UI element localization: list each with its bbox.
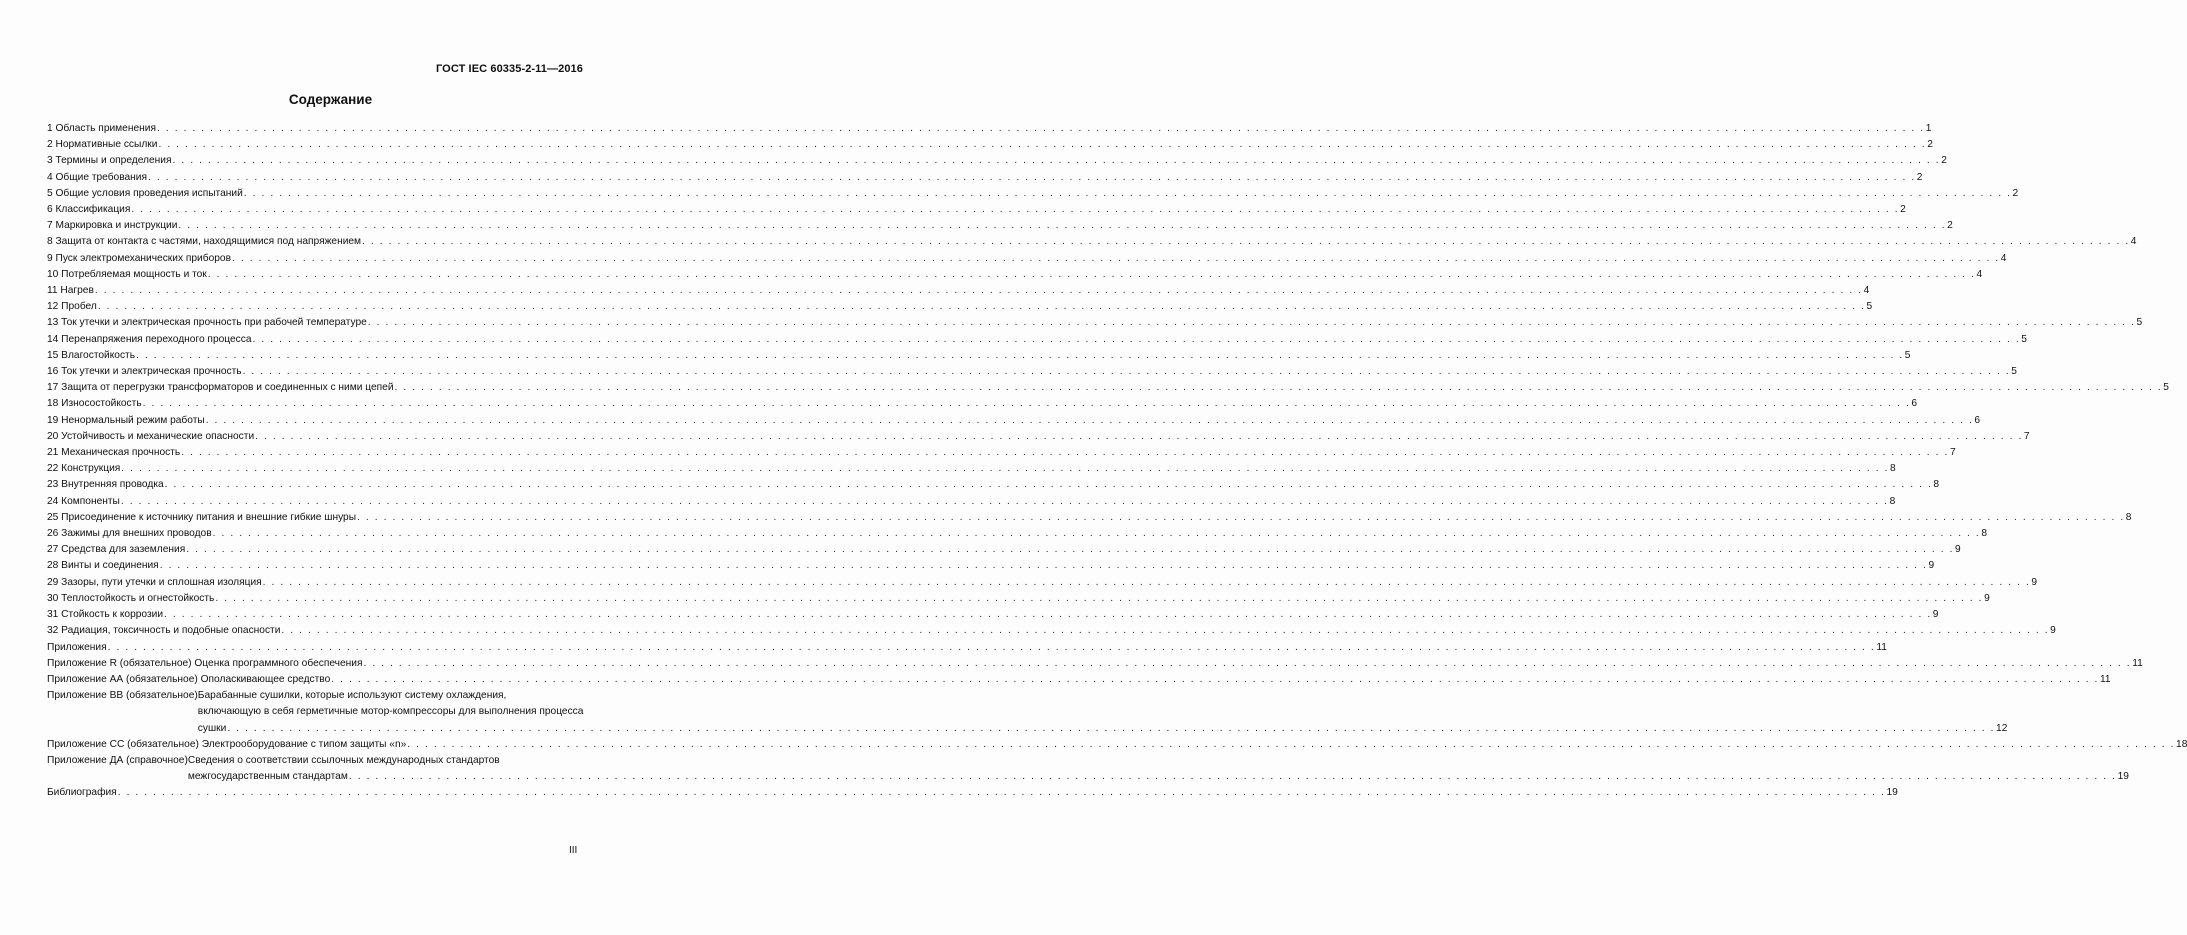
toc-entry-line: сушки (197, 722, 227, 734)
dot-leader: . . . . . . . . . . . . . . . . . . . . . . . . . . . . . . . . . . . . . . . . . . . . . . . . . . . . . . . . . . . . . . . . . . . . . . . . . . . . . . . . . . . . . . . . . . . . . . . . . . . . . . . . . . . . . . . . . . . . . . . . . . . . . . . . . . . . . . . . . . . . . . . . . . . . . . . . . . . . . . . . . . . . . . . . . . . . . . . . . . . . . . . . . . . . . . . . . . . . . . . . (227, 722, 1996, 734)
dot-leader: . . . . . . . . . . . . . . . . . . . . . . . . . . . . . . . . . . . . . . . . . . . . . . . . . . . . . . . . . . . . . . . . . . . . . . . . . . . . . . . . . . . . . . . . . . . . . . . . . . . . . . . . . . . . . . . . . . . . . . . . . . . . . . . . . . . . . . . . . . . . . . . . . . . . . . . . . . . . . . . . . . . . . . . . . . . . . . . . . . . . . . . . . . . . . . . . . . . . . . . . (158, 139, 1927, 151)
toc-entry[interactable] (47, 251, 2007, 267)
toc-entry[interactable] (47, 234, 2137, 250)
toc-entry-page: 11 (1876, 641, 1887, 653)
toc-entry-title: 19 Ненормальный режим работы (47, 414, 205, 426)
toc-entry[interactable] (47, 737, 2187, 753)
dot-leader: . . . . . . . . . . . . . . . . . . . . . . . . . . . . . . . . . . . . . . . . . . . . . . . . . . . . . . . . . . . . . . . . . . . . . . . . . . . . . . . . . . . . . . . . . . . . . . . . . . . . . . . . . . . . . . . . . . . . . . . . . . . . . . . . . . . . . . . . . . . . . . . . . . . . . . . . . . . . . . . . . . . . . . . . . . . . . . . . . . . . . . . . . . . . . . . . . . . . . . . . (172, 155, 1941, 167)
toc-entry[interactable] (47, 640, 1887, 656)
toc-entry-page: 2 (1927, 139, 1933, 151)
toc-entry-title: 25 Присоединение к источнику питания и внешние гибкие шнуры (47, 511, 357, 523)
toc-entry-page: 7 (1949, 447, 1956, 459)
toc-entry-title: Библиография (47, 787, 117, 799)
toc-entry-title: Приложение АА (обязательное) Ополаскивающее средство (47, 673, 331, 685)
toc-entry-title: 22 Конструкция (47, 463, 121, 475)
dot-leader: . . . . . . . . . . . . . . . . . . . . . . . . . . . . . . . . . . . . . . . . . . . . . . . . . . . . . . . . . . . . . . . . . . . . . . . . . . . . . . . . . . . . . . . . . . . . . . . . . . . . . . . . . . . . . . . . . . . . . . . . . . . . . . . . . . . . . . . . . . . . . . . . . . . . . . . . . . . . . . . . . . . . . . . . . . . . . . . . . . . . . . . . . . . . . . . . . . . . . . . . (164, 609, 1932, 621)
toc-entry[interactable] (47, 186, 2019, 202)
toc-entry-page: 4 (2130, 236, 2137, 248)
dot-leader: . . . . . . . . . . . . . . . . . . . . . . . . . . . . . . . . . . . . . . . . . . . . . . . . . . . . . . . . . . . . . . . . . . . . . . . . . . . . . . . . . . . . . . . . . . . . . . . . . . . . . . . . . . . . . . . . . . . . . . . . . . . . . . . . . . . . . . . . . . . . . . . . . . . . . . . . . . . . . . . . . . . . . . . . . . . . . . . . . . . . . . . . . . . . . . . . . . . . . . . . (243, 187, 2012, 199)
toc-entry-page: 9 (1955, 544, 1961, 556)
toc-entry-title: 13 Ток утечки и электрическая прочность при рабочей температуре (47, 317, 367, 329)
toc-entry[interactable] (47, 542, 1961, 558)
toc-entry-page: 9 (1984, 592, 1990, 604)
toc-entry[interactable] (47, 299, 1873, 315)
toc-entry-page: 5 (2011, 366, 2017, 378)
dot-leader: . . . . . . . . . . . . . . . . . . . . . . . . . . . . . . . . . . . . . . . . . . . . . . . . . . . . . . . . . . . . . . . . . . . . . . . . . . . . . . . . . . . . . . . . . . . . . . . . . . . . . . . . . . . . . . . . . . . . . . . . . . . . . . . . . . . . . . . . . . . . . . . . . . . . . . . . . . . . . . . . . . . . . . . . . . . . . . . . . . . . . . . . . . . . . . . . . . . . . . . . (94, 285, 1863, 297)
toc-entry-title: 28 Винты и соединения (47, 560, 159, 572)
toc-entry-page: 11 (2132, 657, 2143, 669)
page-number: III (569, 845, 578, 856)
toc-entry-title: 12 Пробел (47, 301, 97, 313)
toc-entry-line: Барабанные сушилки, которые используют систему охлаждения, (197, 690, 507, 702)
toc-entry-page: 1 (1925, 123, 1932, 134)
toc-entry[interactable] (47, 591, 1990, 607)
toc-entry-page: 4 (2000, 252, 2007, 264)
toc-entry-title: 16 Ток утечки и электрическая прочность (47, 366, 242, 378)
toc-entry[interactable] (47, 623, 2056, 639)
toc-entry-page: 5 (2163, 382, 2169, 394)
dot-leader: . . . . . . . . . . . . . . . . . . . . . . . . . . . . . . . . . . . . . . . . . . . . . . . . . . . . . . . . . . . . . . . . . . . . . . . . . . . . . . . . . . . . . . . . . . . . . . . . . . . . . . . . . . . . . . . . . . . . . . . . . . . . . . . . . . . . . . . . . . . . . . . . . . . . . . . . . . . . . . . . . . . . . . . . . . . . . . . . . . . . . . . . . . . . . . . . . . . . . . . . (232, 252, 2000, 264)
toc-entry[interactable] (47, 656, 2143, 672)
dot-leader: . . . . . . . . . . . . . . . . . . . . . . . . . . . . . . . . . . . . . . . . . . . . . . . . . . . . . . . . . . . . . . . . . . . . . . . . . . . . . . . . . . . . . . . . . . . . . . . . . . . . . . . . . . . . . . . . . . . . . . . . . . . . . . . . . . . . . . . . . . . . . . . . . . . . . . . . . . . . . . . . . . . . . . . . . . . . . . . . . . . . . . . . . . . . . . . . . . . . . . . . (242, 366, 2011, 378)
toc-entry-line: межгосударственным стандартам (187, 771, 348, 783)
toc-entry-multiline[interactable] (47, 753, 2129, 785)
dot-leader: . . . . . . . . . . . . . . . . . . . . . . . . . . . . . . . . . . . . . . . . . . . . . . . . . . . . . . . . . . . . . . . . . . . . . . . . . . . . . . . . . . . . . . . . . . . . . . . . . . . . . . . . . . . . . . . . . . . . . . . . . . . . . . . . . . . . . . . . . . . . . . . . . . . . . . . . . . . . . . . . . . . . . . . . . . . . . . . . . . . . . . . . . . . . . . . . . . . . . . . . (407, 738, 2176, 750)
dot-leader: . . . . . . . . . . . . . . . . . . . . . . . . . . . . . . . . . . . . . . . . . . . . . . . . . . . . . . . . . . . . . . . . . . . . . . . . . . . . . . . . . . . . . . . . . . . . . . . . . . . . . . . . . . . . . . . . . . . . . . . . . . . . . . . . . . . . . . . . . . . . . . . . . . . . . . . . . . . . . . . . . . . . . . . . . . . . . . . . . . . . . . . . . . . . . . . . . . . . . . . . (367, 317, 2136, 329)
toc-entry-title: 4 Общие требования (47, 171, 148, 183)
toc-entry-title: 27 Средства для заземления (47, 544, 186, 556)
toc-entry-page: 19 (2117, 771, 2129, 783)
toc-entry-page: 4 (1976, 268, 1983, 280)
toc-entry-page: 2 (1947, 220, 1953, 232)
toc-entry-bibliography[interactable] (47, 785, 1898, 801)
toc-entry-page: 8 (1890, 463, 1896, 475)
toc-entry[interactable] (47, 672, 2111, 688)
toc-entry-multiline[interactable] (47, 688, 2008, 737)
toc-entry-page: 2 (1941, 155, 1947, 167)
toc-entry-page: 8 (1981, 528, 1988, 540)
toc-entry-title: 11 Нагрев (47, 285, 94, 297)
toc-entry-line: Сведения о соответствии ссылочных международных стандартов (187, 754, 500, 766)
toc-entry[interactable] (47, 575, 2038, 591)
toc-entry-prefix: Приложение ДА (справочное) (47, 754, 188, 766)
toc-entry-page: 6 (1974, 414, 1981, 426)
toc-entry-title: 5 Общие условия проведения испытаний (47, 187, 243, 199)
toc-entry-title: 17 Защита от перегрузки трансформаторов и соединенных с ними цепей (47, 382, 394, 394)
toc-entry-page: 2 (2012, 187, 2019, 199)
dot-leader: . . . . . . . . . . . . . . . . . . . . . . . . . . . . . . . . . . . . . . . . . . . . . . . . . . . . . . . . . . . . . . . . . . . . . . . . . . . . . . . . . . . . . . . . . . . . . . . . . . . . . . . . . . . . . . . . . . . . . . . . . . . . . . . . . . . . . . . . . . . . . . . . . . . . . . . . . . . . . . . . . . . . . . . . . . . . . . . . . . . . . . . . . . . . . . . . . . . . . . . . (331, 673, 2099, 685)
dot-leader: . . . . . . . . . . . . . . . . . . . . . . . . . . . . . . . . . . . . . . . . . . . . . . . . . . . . . . . . . . . . . . . . . . . . . . . . . . . . . . . . . . . . . . . . . . . . . . . . . . . . . . . . . . . . . . . . . . . . . . . . . . . . . . . . . . . . . . . . . . . . . . . . . . . . . . . . . . . . . . . . . . . . . . . . . . . . . . . . . . . . . . . . . . . . . . . . . . . . . . . . (215, 592, 1984, 604)
toc-entry-page: 9 (2031, 576, 2038, 588)
toc-entry-title: Приложение СС (обязательное) Электрооборудование с типом защиты «n» (47, 738, 407, 750)
toc-entry[interactable] (47, 396, 1918, 412)
toc-entry-title: 24 Компоненты (47, 495, 120, 507)
toc-entry[interactable] (47, 494, 1896, 510)
toc-entry-title: 23 Внутренняя проводка (47, 479, 164, 491)
dot-leader: . . . . . . . . . . . . . . . . . . . . . . . . . . . . . . . . . . . . . . . . . . . . . . . . . . . . . . . . . . . . . . . . . . . . . . . . . . . . . . . . . . . . . . . . . . . . . . . . . . . . . . . . . . . . . . . . . . . . . . . . . . . . . . . . . . . . . . . . . . . . . . . . . . . . . . . . . . . . . . . . . . . . . . . . . . . . . . . . . . . . . . . . . . . . . . . . . . . . . . . . (148, 171, 1916, 183)
toc-entry-page: 2 (1916, 171, 1923, 183)
dot-leader: . . . . . . . . . . . . . . . . . . . . . . . . . . . . . . . . . . . . . . . . . . . . . . . . . . . . . . . . . . . . . . . . . . . . . . . . . . . . . . . . . . . . . . . . . . . . . . . . . . . . . . . . . . . . . . . . . . . . . . . . . . . . . . . . . . . . . . . . . . . . . . . . . . . . . . . . . . . . . . . . . . . . . . . . . . . . . . . . . . . . . . . . . . . . . . . . . . . . . . . . (262, 576, 2031, 588)
toc-entry-title: 2 Нормативные ссылки (47, 139, 158, 151)
dot-leader: . . . . . . . . . . . . . . . . . . . . . . . . . . . . . . . . . . . . . . . . . . . . . . . . . . . . . . . . . . . . . . . . . . . . . . . . . . . . . . . . . . . . . . . . . . . . . . . . . . . . . . . . . . . . . . . . . . . . . . . . . . . . . . . . . . . . . . . . . . . . . . . . . . . . . . . . . . . . . . . . . . . . . . . . . . . . . . . . . . . . . . . . . . . . . . . . . . . . . . . . (159, 560, 1928, 572)
dot-leader: . . . . . . . . . . . . . . . . . . . . . . . . . . . . . . . . . . . . . . . . . . . . . . . . . . . . . . . . . . . . . . . . . . . . . . . . . . . . . . . . . . . . . . . . . . . . . . . . . . . . . . . . . . . . . . . . . . . . . . . . . . . . . . . . . . . . . . . . . . . . . . . . . . . . . . . . . . . . . . . . . . . . . . . . . . . . . . . . . . . . . . . . . . . . . . . . . . . . . . . . (207, 268, 1976, 280)
page-title: Содержание (288, 92, 373, 107)
toc-entry[interactable] (47, 510, 2132, 526)
dot-leader: . . . . . . . . . . . . . . . . . . . . . . . . . . . . . . . . . . . . . . . . . . . . . . . . . . . . . . . . . . . . . . . . . . . . . . . . . . . . . . . . . . . . . . . . . . . . . . . . . . . . . . . . . . . . . . . . . . . . . . . . . . . . . . . . . . . . . . . . . . . . . . . . . . . . . . . . . . . . . . . . . . . . . . . . . . . . . . . . . . . . . . . . . . . . . . . . . . . . . . . . (348, 771, 2117, 783)
toc-entry-title: 18 Износостойкость (47, 398, 142, 410)
toc-entry-title: 7 Маркировка и инструкции (47, 220, 178, 232)
toc-entry-page: 5 (1866, 301, 1873, 313)
toc-entry[interactable] (47, 607, 1939, 623)
dot-leader: . . . . . . . . . . . . . . . . . . . . . . . . . . . . . . . . . . . . . . . . . . . . . . . . . . . . . . . . . . . . . . . . . . . . . . . . . . . . . . . . . . . . . . . . . . . . . . . . . . . . . . . . . . . . . . . . . . . . . . . . . . . . . . . . . . . . . . . . . . . . . . . . . . . . . . . . . . . . . . . . . . . . . . . . . . . . . . . . . . . . . . . . . . . . . . . . . . . . . . . . (394, 382, 2163, 394)
toc-entry-title: 15 Влагостойкость (47, 349, 136, 361)
toc-entry[interactable] (47, 445, 1956, 461)
toc-entry-page: 2 (1900, 204, 1906, 216)
toc-entry-page: 9 (1928, 560, 1935, 572)
toc-entry-page: 11 (2099, 673, 2111, 685)
dot-leader: . . . . . . . . . . . . . . . . . . . . . . . . . . . . . . . . . . . . . . . . . . . . . . . . . . . . . . . . . . . . . . . . . . . . . . . . . . . . . . . . . . . . . . . . . . . . . . . . . . . . . . . . . . . . . . . . . . . . . . . . . . . . . . . . . . . . . . . . . . . . . . . . . . . . . . . . . . . . . . . . . . . . . . . . . . . . . . . . . . . . . . . . . . . . . . . . . . . . . . . . (205, 414, 1974, 426)
toc-entry[interactable] (47, 413, 1981, 429)
dot-leader: . . . . . . . . . . . . . . . . . . . . . . . . . . . . . . . . . . . . . . . . . . . . . . . . . . . . . . . . . . . . . . . . . . . . . . . . . . . . . . . . . . . . . . . . . . . . . . . . . . . . . . . . . . . . . . . . . . . . . . . . . . . . . . . . . . . . . . . . . . . . . . . . . . . . . . . . . . . . . . . . . . . . . . . . . . . . . . . . . . . . . . . . . . . . . . . . . . . . . . . . (121, 463, 1890, 475)
toc-entry-title: 6 Классификация (47, 204, 131, 216)
dot-leader: . . . . . . . . . . . . . . . . . . . . . . . . . . . . . . . . . . . . . . . . . . . . . . . . . . . . . . . . . . . . . . . . . . . . . . . . . . . . . . . . . . . . . . . . . . . . . . . . . . . . . . . . . . . . . . . . . . . . . . . . . . . . . . . . . . . . . . . . . . . . . . . . . . . . . . . . . . . . . . . . . . . . . . . . . . . . . . . . . . . . . . . . . . . . . . . . . . . . . . . . (136, 349, 1904, 361)
toc-entry-title: 29 Зазоры, пути утечки и сплошная изоляция (47, 576, 262, 588)
dot-leader: . . . . . . . . . . . . . . . . . . . . . . . . . . . . . . . . . . . . . . . . . . . . . . . . . . . . . . . . . . . . . . . . . . . . . . . . . . . . . . . . . . . . . . . . . . . . . . . . . . . . . . . . . . . . . . . . . . . . . . . . . . . . . . . . . . . . . . . . . . . . . . . . . . . . . . . . . . . . . . . . . . . . . . . . . . . . . . . . . . . . . . . . . . . . . . . . . . . . . . . . (181, 447, 1949, 459)
toc-entry[interactable] (47, 137, 1933, 153)
toc-entry-page: 8 (2125, 511, 2132, 523)
toc-entry-title: Приложение R (обязательное) Оценка программного обеспечения (47, 657, 363, 669)
dot-leader: . . . . . . . . . . . . . . . . . . . . . . . . . . . . . . . . . . . . . . . . . . . . . . . . . . . . . . . . . . . . . . . . . . . . . . . . . . . . . . . . . . . . . . . . . . . . . . . . . . . . . . . . . . . . . . . . . . . . . . . . . . . . . . . . . . . . . . . . . . . . . . . . . . . . . . . . . . . . . . . . . . . . . . . . . . . . . . . . . . . . . . . . . . . . . . . . . . . . . . . . (142, 398, 1911, 410)
toc-entry[interactable] (47, 348, 1911, 364)
dot-leader: . . . . . . . . . . . . . . . . . . . . . . . . . . . . . . . . . . . . . . . . . . . . . . . . . . . . . . . . . . . . . . . . . . . . . . . . . . . . . . . . . . . . . . . . . . . . . . . . . . . . . . . . . . . . . . . . . . . . . . . . . . . . . . . . . . . . . . . . . . . . . . . . . . . . . . . . . . . . . . . . . . . . . . . . . . . . . . . . . . . . . . . . . . . . . . . . . . . . . . . . (363, 657, 2132, 669)
toc-entry[interactable] (47, 315, 2143, 331)
table-of-contents (47, 121, 2187, 802)
toc-entry[interactable] (47, 121, 1932, 137)
toc-entry[interactable] (47, 218, 1953, 234)
dot-leader: . . . . . . . . . . . . . . . . . . . . . . . . . . . . . . . . . . . . . . . . . . . . . . . . . . . . . . . . . . . . . . . . . . . . . . . . . . . . . . . . . . . . . . . . . . . . . . . . . . . . . . . . . . . . . . . . . . . . . . . . . . . . . . . . . . . . . . . . . . . . . . . . . . . . . . . . . . . . . . . . . . . . . . . . . . . . . . . . . . . . . . . . . . . . . . . . . . . . . . . . (156, 123, 1925, 134)
toc-entry-line: включающую в себя герметичные мотор-компрессоры для выполнения процесса (197, 706, 584, 718)
toc-entry-page: 5 (2021, 333, 2027, 345)
toc-entry-title: 32 Радиация, токсичность и подобные опасности (47, 625, 281, 637)
toc-entry-page: 6 (1911, 398, 1918, 410)
dot-leader: . . . . . . . . . . . . . . . . . . . . . . . . . . . . . . . . . . . . . . . . . . . . . . . . . . . . . . . . . . . . . . . . . . . . . . . . . . . . . . . . . . . . . . . . . . . . . . . . . . . . . . . . . . . . . . . . . . . . . . . . . . . . . . . . . . . . . . . . . . . . . . . . . . . . . . . . . . . . . . . . . . . . . . . . . . . . . . . . . . . . . . . . . . . . . . . . . . . . . . . . (255, 430, 2023, 442)
dot-leader: . . . . . . . . . . . . . . . . . . . . . . . . . . . . . . . . . . . . . . . . . . . . . . . . . . . . . . . . . . . . . . . . . . . . . . . . . . . . . . . . . . . . . . . . . . . . . . . . . . . . . . . . . . . . . . . . . . . . . . . . . . . . . . . . . . . . . . . . . . . . . . . . . . . . . . . . . . . . . . . . . . . . . . . . . . . . . . . . . . . . . . . . . . . . . . . . . . . . . . . . (186, 544, 1954, 556)
dot-leader: . . . . . . . . . . . . . . . . . . . . . . . . . . . . . . . . . . . . . . . . . . . . . . . . . . . . . . . . . . . . . . . . . . . . . . . . . . . . . . . . . . . . . . . . . . . . . . . . . . . . . . . . . . . . . . . . . . . . . . . . . . . . . . . . . . . . . . . . . . . . . . . . . . . . . . . . . . . . . . . . . . . . . . . . . . . . . . . . . . . . . . . . . . . . . . . . . . . . . . . . (212, 528, 1981, 540)
toc-entry-title: 8 Защита от контакта с частями, находящимися под напряжением (47, 236, 362, 248)
toc-entry[interactable] (47, 461, 1896, 477)
toc-entry-title: 20 Устойчивость и механические опасности (47, 430, 255, 442)
toc-entry-page: 9 (1932, 609, 1939, 621)
toc-entry-title: 26 Зажимы для внешних проводов (47, 528, 212, 540)
toc-entry-title: 30 Теплостойкость и огнестойкость (47, 592, 215, 604)
toc-entry[interactable] (47, 332, 2027, 348)
dot-leader: . . . . . . . . . . . . . . . . . . . . . . . . . . . . . . . . . . . . . . . . . . . . . . . . . . . . . . . . . . . . . . . . . . . . . . . . . . . . . . . . . . . . . . . . . . . . . . . . . . . . . . . . . . . . . . . . . . . . . . . . . . . . . . . . . . . . . . . . . . . . . . . . . . . . . . . . . . . . . . . . . . . . . . . . . . . . . . . . . . . . . . . . . . . . . . . . . . . . . . . . (362, 236, 2130, 248)
toc-entry-title: 9 Пуск электромеханических приборов (47, 252, 231, 264)
toc-entry[interactable] (47, 283, 1870, 299)
toc-entry[interactable] (47, 558, 1935, 574)
dot-leader: . . . . . . . . . . . . . . . . . . . . . . . . . . . . . . . . . . . . . . . . . . . . . . . . . . . . . . . . . . . . . . . . . . . . . . . . . . . . . . . . . . . . . . . . . . . . . . . . . . . . . . . . . . . . . . . . . . . . . . . . . . . . . . . . . . . . . . . . . . . . . . . . . . . . . . . . . . . . . . . . . . . . . . . . . . . . . . . . . . . . . . . . . . . . . . . . . . . . . . . . (107, 641, 1876, 653)
toc-entry-page: 8 (1889, 495, 1896, 507)
toc-entry-title: 3 Термины и определения (47, 155, 172, 167)
toc-entry[interactable] (47, 170, 1923, 186)
dot-leader: . . . . . . . . . . . . . . . . . . . . . . . . . . . . . . . . . . . . . . . . . . . . . . . . . . . . . . . . . . . . . . . . . . . . . . . . . . . . . . . . . . . . . . . . . . . . . . . . . . . . . . . . . . . . . . . . . . . . . . . . . . . . . . . . . . . . . . . . . . . . . . . . . . . . . . . . . . . . . . . . . . . . . . . . . . . . . . . . . . . . . . . . . . . . . . . . . . . . . . . . (131, 204, 1900, 216)
toc-entry[interactable] (47, 202, 1906, 218)
dot-leader: . . . . . . . . . . . . . . . . . . . . . . . . . . . . . . . . . . . . . . . . . . . . . . . . . . . . . . . . . . . . . . . . . . . . . . . . . . . . . . . . . . . . . . . . . . . . . . . . . . . . . . . . . . . . . . . . . . . . . . . . . . . . . . . . . . . . . . . . . . . . . . . . . . . . . . . . . . . . . . . . . . . . . . . . . . . . . . . . . . . . . . . . . . . . . . . . . . . . . . . . (97, 301, 1866, 313)
dot-leader: . . . . . . . . . . . . . . . . . . . . . . . . . . . . . . . . . . . . . . . . . . . . . . . . . . . . . . . . . . . . . . . . . . . . . . . . . . . . . . . . . . . . . . . . . . . . . . . . . . . . . . . . . . . . . . . . . . . . . . . . . . . . . . . . . . . . . . . . . . . . . . . . . . . . . . . . . . . . . . . . . . . . . . . . . . . . . . . . . . . . . . . . . . . . . . . . . . . . . . . . (178, 220, 1947, 232)
toc-entry-page: 8 (1933, 479, 1940, 491)
toc-entry[interactable] (47, 380, 2169, 396)
dot-leader: . . . . . . . . . . . . . . . . . . . . . . . . . . . . . . . . . . . . . . . . . . . . . . . . . . . . . . . . . . . . . . . . . . . . . . . . . . . . . . . . . . . . . . . . . . . . . . . . . . . . . . . . . . . . . . . . . . . . . . . . . . . . . . . . . . . . . . . . . . . . . . . . . . . . . . . . . . . . . . . . . . . . . . . . . . . . . . . . . . . . . . . . . . . . . . . . . . . . . . . . (164, 479, 1933, 491)
toc-entry-page: 19 (1886, 787, 1898, 799)
toc-entry[interactable] (47, 526, 1988, 542)
toc-entry[interactable] (47, 364, 2017, 380)
toc-entry-page: 5 (2136, 317, 2143, 329)
dot-leader: . . . . . . . . . . . . . . . . . . . . . . . . . . . . . . . . . . . . . . . . . . . . . . . . . . . . . . . . . . . . . . . . . . . . . . . . . . . . . . . . . . . . . . . . . . . . . . . . . . . . . . . . . . . . . . . . . . . . . . . . . . . . . . . . . . . . . . . . . . . . . . . . . . . . . . . . . . . . . . . . . . . . . . . . . . . . . . . . . . . . . . . . . . . . . . . . . . . . . . . . (117, 787, 1886, 799)
toc-entry-page: 7 (2023, 430, 2030, 442)
toc-entry-page: 4 (1863, 285, 1870, 297)
toc-entry-title: 21 Механическая прочность (47, 447, 181, 459)
toc-entry-page: 18 (2176, 738, 2187, 750)
toc-entry-title: 1 Область применения (47, 123, 156, 134)
toc-entry-title: 10 Потребляемая мощность и ток (47, 268, 207, 280)
toc-entry[interactable] (47, 477, 1940, 493)
dot-leader: . . . . . . . . . . . . . . . . . . . . . . . . . . . . . . . . . . . . . . . . . . . . . . . . . . . . . . . . . . . . . . . . . . . . . . . . . . . . . . . . . . . . . . . . . . . . . . . . . . . . . . . . . . . . . . . . . . . . . . . . . . . . . . . . . . . . . . . . . . . . . . . . . . . . . . . . . . . . . . . . . . . . . . . . . . . . . . . . . . . . . . . . . . . . . . . . . . . . . . . . (252, 333, 2021, 345)
dot-leader: . . . . . . . . . . . . . . . . . . . . . . . . . . . . . . . . . . . . . . . . . . . . . . . . . . . . . . . . . . . . . . . . . . . . . . . . . . . . . . . . . . . . . . . . . . . . . . . . . . . . . . . . . . . . . . . . . . . . . . . . . . . . . . . . . . . . . . . . . . . . . . . . . . . . . . . . . . . . . . . . . . . . . . . . . . . . . . . . . . . . . . . . . . . . . . . . . . . . . . . . (120, 495, 1889, 507)
document-standard-number: ГОСТ IEC 60335-2-11—2016 (435, 63, 583, 75)
toc-entry[interactable] (47, 153, 1947, 169)
toc-entry-prefix: Приложение ВВ (обязательное) (47, 690, 198, 702)
dot-leader: . . . . . . . . . . . . . . . . . . . . . . . . . . . . . . . . . . . . . . . . . . . . . . . . . . . . . . . . . . . . . . . . . . . . . . . . . . . . . . . . . . . . . . . . . . . . . . . . . . . . . . . . . . . . . . . . . . . . . . . . . . . . . . . . . . . . . . . . . . . . . . . . . . . . . . . . . . . . . . . . . . . . . . . . . . . . . . . . . . . . . . . . . . . . . . . . . . . . . . . . (281, 625, 2050, 637)
toc-entry-title: Приложения (47, 641, 107, 653)
toc-entry-page: 9 (2050, 625, 2056, 637)
toc-entry[interactable] (47, 267, 1983, 283)
dot-leader: . . . . . . . . . . . . . . . . . . . . . . . . . . . . . . . . . . . . . . . . . . . . . . . . . . . . . . . . . . . . . . . . . . . . . . . . . . . . . . . . . . . . . . . . . . . . . . . . . . . . . . . . . . . . . . . . . . . . . . . . . . . . . . . . . . . . . . . . . . . . . . . . . . . . . . . . . . . . . . . . . . . . . . . . . . . . . . . . . . . . . . . . . . . . . . . . . . . . . . . . (357, 511, 2125, 523)
toc-entry-title: 31 Стойкость к коррозии (47, 609, 164, 621)
toc-entry-page: 12 (1996, 722, 2008, 734)
toc-entry-title: 14 Перенапряжения переходного процесса (47, 333, 252, 345)
toc-entry-page: 5 (1904, 349, 1911, 361)
toc-entry[interactable] (47, 429, 2030, 445)
